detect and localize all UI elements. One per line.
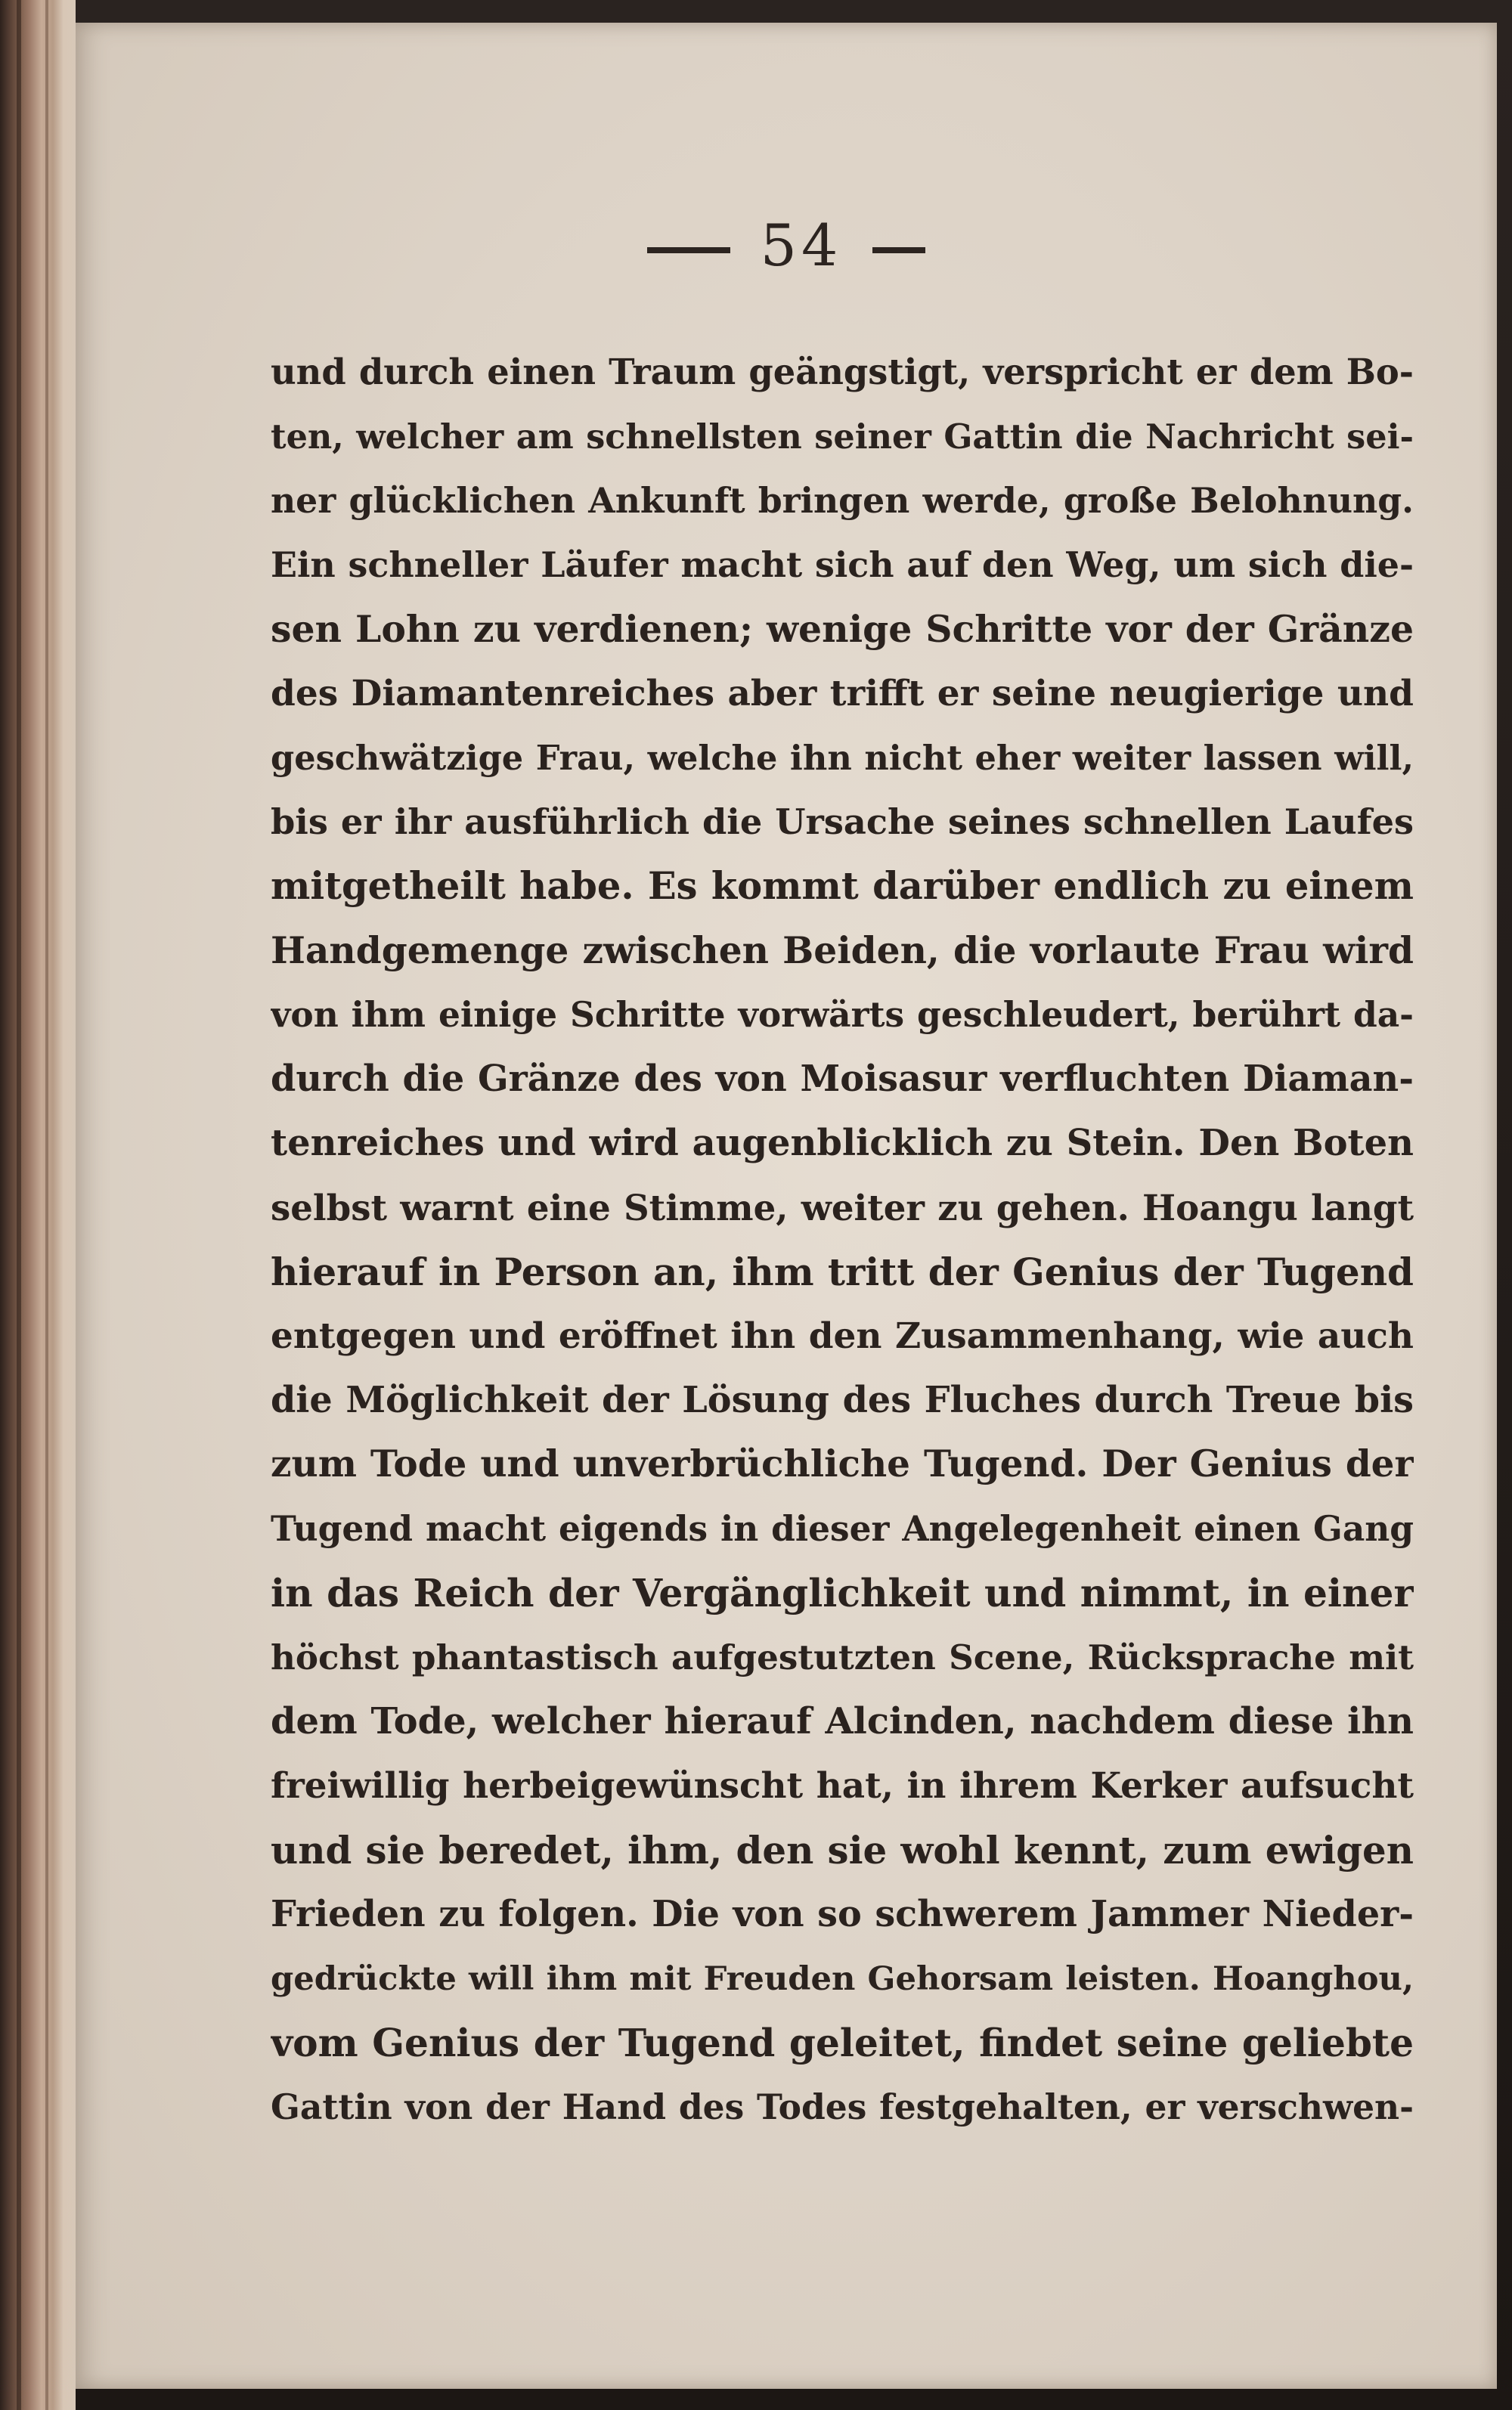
text-line: durch die Gränze des von Moisasur verfluchten Diaman- [271,1058,1414,1100]
text-line: ner glücklichen Ankunft bringen werde, große Belohnung. [271,480,1414,521]
text-line: hierauf in Person an, ihm tritt der Genius der Tugend [271,1250,1414,1294]
text-line: freiwillig herbeigewünscht hat, in ihrem Kerker aufsucht [271,1765,1414,1807]
text-line: selbst warnt eine Stimme, weiter zu gehen. Hoangu langt [271,1187,1414,1228]
book-spine-edge [0,0,76,2410]
text-line: und durch einen Traum geängstigt, verspricht er dem Bo- [271,352,1414,392]
text-line: Handgemenge zwischen Beiden, die vorlaute Frau wird [271,929,1414,972]
text-line: des Diamantenreiches aber trifft er seine neugierige und [271,673,1414,714]
text-line: höchst phantastisch aufgestutzten Scene, Rücksprache mit [271,1637,1414,1677]
text-line: vom Genius der Tugend geleitet, findet seine geliebte [271,2021,1414,2065]
body-text [271,340,1414,2139]
text-line: von ihm einige Schritte vorwärts geschleudert, berührt da- [271,994,1414,1035]
text-line: Ein schneller Läufer macht sich auf den Weg, um sich die- [271,544,1414,585]
text-line: Gattin von der Hand des Todes festgehalten, er verschwen- [271,2086,1414,2127]
book-page [76,23,1497,2389]
text-line: dem Tode, welcher hierauf Alcinden, nachdem diese ihn [271,1700,1414,1742]
text-line: bis er ihr ausführlich die Ursache seines schnellen Laufes [271,801,1414,842]
text-line: sen Lohn zu verdienen; wenige Schritte vor der Gränze [271,607,1414,651]
text-line: zum Tode und unverbrüchliche Tugend. Der Genius der [271,1443,1414,1485]
header-dash-left [647,247,730,253]
text-line: Frieden zu folgen. Die von so schwerem Jammer Nieder- [271,1893,1414,1935]
text-line: die Möglichkeit der Lösung des Fluches durch Treue bis [271,1379,1414,1421]
text-line: und sie beredet, ihm, den sie wohl kennt, zum ewigen [271,1828,1414,1873]
text-line: Tugend macht eigends in dieser Angelegenheit einen Gang [271,1508,1414,1549]
text-line: in das Reich der Vergänglichkeit und nimmt, in einer [271,1571,1414,1615]
text-line: mitgetheilt habe. Es kommt darüber endlich zu einem [271,864,1414,908]
text-line: entgegen und eröffnet ihn den Zusammenhang, wie auch [271,1315,1414,1357]
page-header [76,212,1497,279]
header-dash-right [872,247,925,253]
text-line: ten, welcher am schnellsten seiner Gattin die Nachricht sei- [271,417,1414,457]
page-number: 54 [760,212,843,279]
text-line: tenreiches und wird augenblicklich zu Stein. Den Boten [271,1122,1414,1164]
text-line: gedrückte will ihm mit Freuden Gehorsam leisten. Hoanghou, [271,1959,1414,1998]
text-line: geschwätzige Frau, welche ihn nicht eher weiter lassen will, [271,738,1414,778]
